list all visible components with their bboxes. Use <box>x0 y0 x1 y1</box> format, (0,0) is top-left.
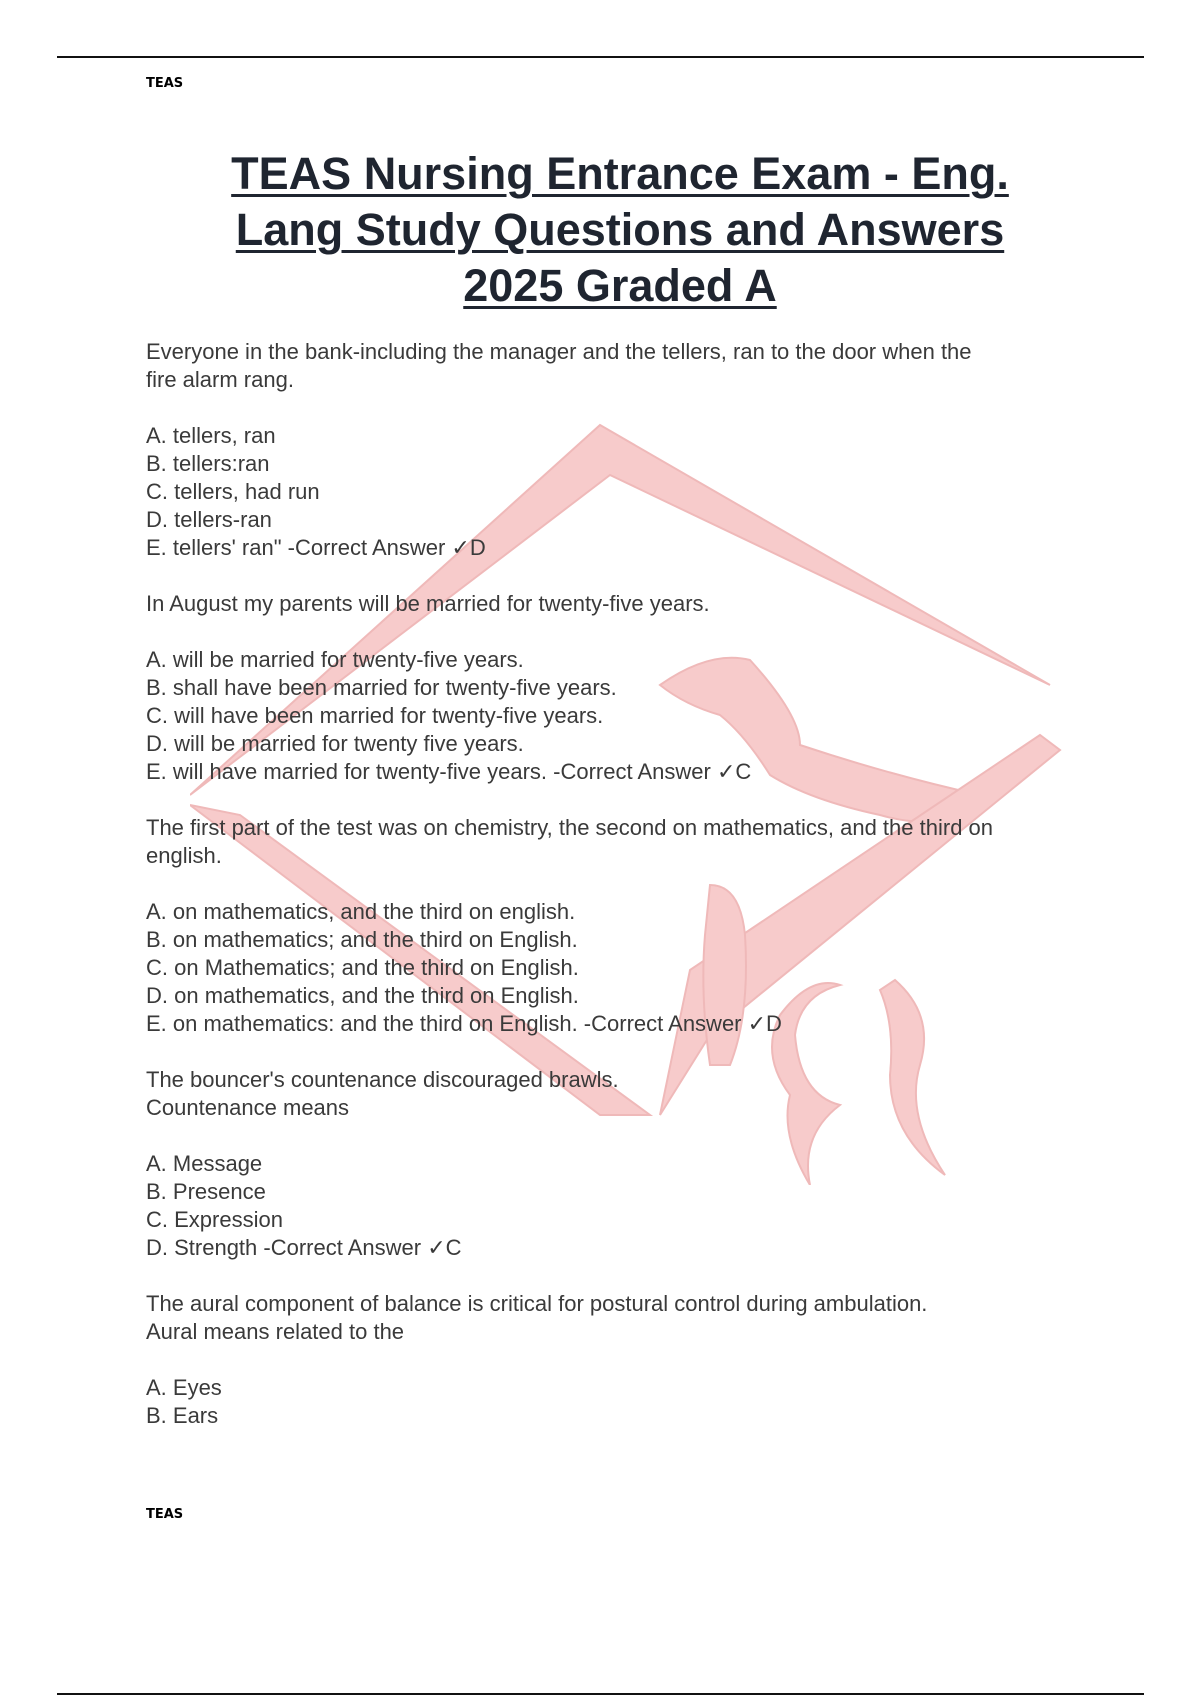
option-e-with-answer: E. on mathematics: and the third on English. -Correct Answer ✓D <box>146 1011 782 1036</box>
question-stem <box>146 590 1106 618</box>
option-d: D. on mathematics, and the third on English. <box>146 983 579 1008</box>
title-line-3: 2025 Graded A <box>463 260 777 311</box>
question-4 <box>146 1066 1106 1262</box>
answer-options <box>146 422 1106 562</box>
option-d-with-answer: D. Strength -Correct Answer ✓C <box>146 1235 462 1260</box>
answer-options <box>146 1150 1106 1262</box>
option-a: A. Message <box>146 1151 263 1176</box>
title-line-2: Lang Study Questions and Answers <box>235 204 1005 255</box>
stem-line: The first part of the test was on chemistry, the second on mathematics, and the third on <box>146 815 994 840</box>
option-a: A. on mathematics, and the third on english. <box>146 899 576 924</box>
running-head-top: TEAS <box>146 76 184 91</box>
running-head-bottom: TEAS <box>146 1507 184 1522</box>
question-2 <box>146 590 1106 786</box>
stem-line: Everyone in the bank-including the manager and the tellers, ran to the door when the <box>146 339 972 364</box>
question-1 <box>146 338 1106 562</box>
option-a: A. tellers, ran <box>146 423 276 448</box>
stem-line: In August my parents will be married for twenty-five years. <box>146 591 710 616</box>
question-5 <box>146 1290 1106 1430</box>
option-c: C. Expression <box>146 1207 283 1232</box>
header-rule <box>57 56 1144 58</box>
stem-line: The aural component of balance is critical for postural control during ambulation. <box>146 1291 928 1316</box>
stem-line: The bouncer's countenance discouraged brawls. <box>146 1067 619 1092</box>
question-stem <box>146 1290 1106 1346</box>
title-line-1: TEAS Nursing Entrance Exam - Eng. <box>231 148 1009 199</box>
stem-line: Aural means related to the <box>146 1319 405 1344</box>
stem-line: Countenance means <box>146 1095 350 1120</box>
document-title <box>100 146 1140 314</box>
option-a: A. Eyes <box>146 1375 222 1400</box>
option-b: B. shall have been married for twenty-five years. <box>146 675 617 700</box>
option-b: B. Ears <box>146 1403 219 1428</box>
question-stem <box>146 1066 1106 1122</box>
option-d: D. tellers-ran <box>146 507 272 532</box>
question-stem <box>146 814 1106 870</box>
option-b: B. tellers:ran <box>146 451 270 476</box>
option-e-with-answer: E. tellers' ran" -Correct Answer ✓D <box>146 535 486 560</box>
answer-options <box>146 646 1106 786</box>
option-c: C. on Mathematics; and the third on English. <box>146 955 579 980</box>
question-stem <box>146 338 1106 394</box>
option-a: A. will be married for twenty-five years. <box>146 647 524 672</box>
option-b: B. on mathematics; and the third on English. <box>146 927 578 952</box>
option-c: C. tellers, had run <box>146 479 320 504</box>
question-3 <box>146 814 1106 1038</box>
stem-line: fire alarm rang. <box>146 367 294 392</box>
footer-rule <box>57 1693 1144 1695</box>
option-e-with-answer: E. will have married for twenty-five years. -Correct Answer ✓C <box>146 759 752 784</box>
stem-line: english. <box>146 843 222 868</box>
answer-options <box>146 1374 1106 1430</box>
questions-list <box>146 338 1106 1458</box>
answer-options <box>146 898 1106 1038</box>
option-b: B. Presence <box>146 1179 266 1204</box>
option-c: C. will have been married for twenty-five years. <box>146 703 604 728</box>
option-d: D. will be married for twenty five years. <box>146 731 524 756</box>
